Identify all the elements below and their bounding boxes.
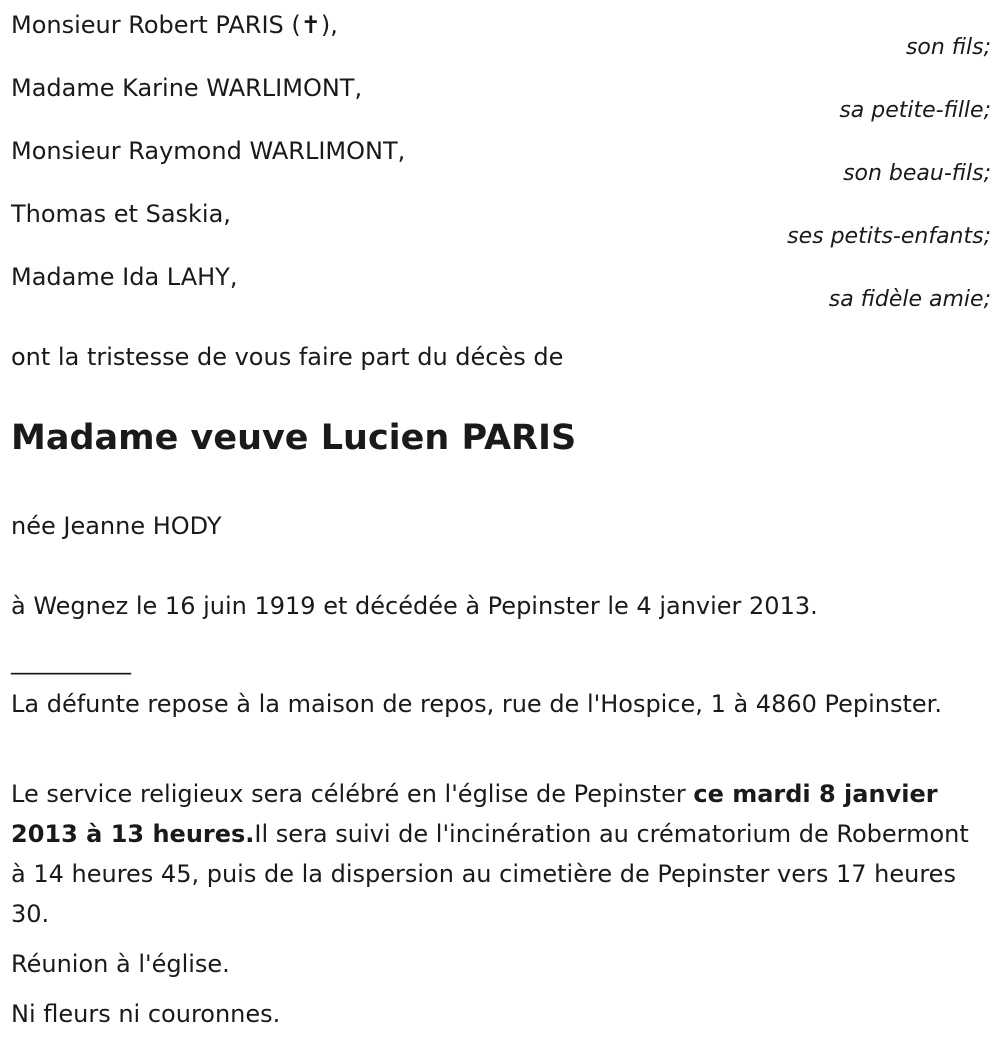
death-notice xyxy=(11,0,991,1028)
family-member-relation: son fils; xyxy=(905,35,991,60)
service-paragraph xyxy=(11,774,991,934)
family-member-4 xyxy=(11,189,991,252)
service-intro: Le service religieux sera célébré en l'église de Pepinster xyxy=(11,780,694,808)
family-member-relation: ses petits-enfants; xyxy=(787,224,991,249)
family-member-relation: sa fidèle amie; xyxy=(828,287,991,312)
separator-line: __________ xyxy=(11,647,131,675)
birth-name: née Jeanne HODY xyxy=(11,512,222,540)
family-member-name: Monsieur Robert PARIS (✝), xyxy=(11,11,338,39)
family-member-name: Thomas et Saskia, xyxy=(11,200,231,228)
family-member-name: Monsieur Raymond WARLIMONT, xyxy=(11,137,406,165)
family-member-3 xyxy=(11,126,991,189)
family-member-name: Madame Ida LAHY, xyxy=(11,263,238,291)
family-member-relation: son beau-fils; xyxy=(843,161,991,186)
birth-death-dates: à Wegnez le 16 juin 1919 et décédée à Pepinster le 4 janvier 2013. xyxy=(11,592,818,620)
family-member-name: Madame Karine WARLIMONT, xyxy=(11,74,363,102)
service-details: Il sera suivi de l'incinération au crématorium de Robermont à 14 heures 45, puis de la dispersion au cimetière de Pepinster vers 17 heures 30. xyxy=(11,820,969,928)
reunion-paragraph: Réunion à l'église. xyxy=(11,950,230,978)
repose-paragraph: La défunte repose à la maison de repos, rue de l'Hospice, 1 à 4860 Pepinster. xyxy=(11,690,942,718)
family-member-1 xyxy=(11,0,991,63)
family-member-2 xyxy=(11,63,991,126)
announcement-text: ont la tristesse de vous faire part du décès de xyxy=(11,343,564,371)
service-date: ce mardi 8 janvier 2013 à 13 heures. xyxy=(11,780,938,848)
family-member-5 xyxy=(11,252,991,315)
deceased-name: Madame veuve Lucien PARIS xyxy=(11,418,577,458)
flowers-paragraph: Ni fleurs ni couronnes. xyxy=(11,1000,281,1028)
family-member-relation: sa petite-fille; xyxy=(839,98,991,123)
